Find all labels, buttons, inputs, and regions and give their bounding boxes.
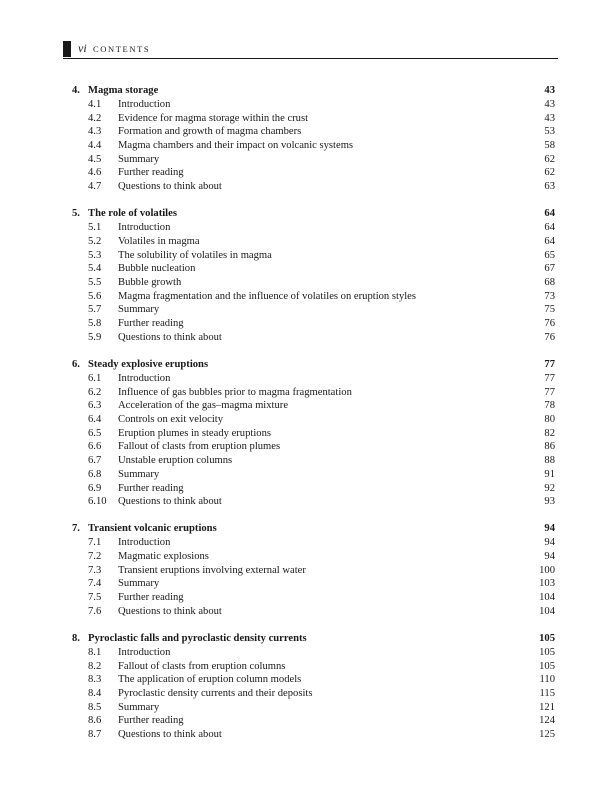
section-page: 75 bbox=[544, 304, 555, 316]
section-entry bbox=[72, 139, 555, 153]
section-page: 100 bbox=[539, 564, 555, 576]
section-title: Bubble growth bbox=[118, 277, 182, 289]
section-number: 6.3 bbox=[88, 400, 102, 412]
section-entry bbox=[72, 605, 555, 619]
section-number: 7.1 bbox=[88, 537, 102, 549]
section-entry bbox=[72, 98, 555, 112]
section-entry bbox=[72, 577, 555, 591]
section-number: 5.9 bbox=[88, 331, 102, 343]
section-title: Magma fragmentation and the influence of volatiles on eruption styles bbox=[118, 290, 417, 302]
section-entry bbox=[72, 687, 555, 701]
section-entry bbox=[72, 303, 555, 317]
chapter-entry bbox=[72, 207, 555, 221]
section-page: 80 bbox=[544, 414, 555, 426]
section-entry bbox=[72, 125, 555, 139]
section-entry bbox=[72, 249, 555, 263]
section-entry bbox=[72, 495, 555, 509]
chapter-block bbox=[72, 84, 555, 194]
section-number: 5.6 bbox=[88, 290, 102, 302]
section-title: Transient eruptions involving external water bbox=[118, 564, 306, 576]
section-entry bbox=[72, 372, 555, 386]
section-number: 8.5 bbox=[88, 701, 102, 713]
section-number: 4.3 bbox=[88, 126, 102, 138]
section-entry bbox=[72, 440, 555, 454]
section-number: 6.9 bbox=[88, 482, 102, 494]
section-number: 4.4 bbox=[88, 140, 102, 152]
section-number: 4.1 bbox=[88, 99, 102, 110]
section-page: 77 bbox=[544, 373, 555, 384]
section-title: Magma chambers and their impact on volcanic systems bbox=[118, 140, 354, 152]
chapter-number: 5. bbox=[72, 208, 80, 220]
section-title: Formation and growth of magma chambers bbox=[118, 126, 302, 138]
chapter-number: 7. bbox=[72, 523, 80, 535]
chapter-block bbox=[72, 632, 555, 742]
section-title: Summary bbox=[118, 578, 160, 590]
section-number: 8.7 bbox=[88, 729, 102, 741]
header-bar-mark bbox=[63, 41, 71, 57]
section-title: Questions to think about bbox=[118, 496, 222, 508]
section-page: 86 bbox=[544, 441, 555, 453]
section-page: 65 bbox=[544, 249, 555, 261]
section-title: Eruption plumes in steady eruptions bbox=[118, 427, 271, 439]
section-title: Summary bbox=[118, 468, 160, 480]
section-number: 8.6 bbox=[88, 715, 102, 727]
section-entry bbox=[72, 331, 555, 345]
header-title: CONTENTS bbox=[93, 44, 151, 54]
section-number: 5.7 bbox=[88, 304, 102, 316]
section-title: Introduction bbox=[118, 373, 171, 384]
section-title: Introduction bbox=[118, 222, 171, 234]
section-title: Acceleration of the gas–magma mixture bbox=[118, 400, 289, 412]
chapter-number: 6. bbox=[72, 359, 80, 370]
section-entry bbox=[72, 112, 555, 126]
section-number: 7.4 bbox=[88, 578, 102, 590]
section-number: 8.3 bbox=[88, 674, 102, 686]
section-title: The solubility of volatiles in magma bbox=[118, 249, 272, 261]
section-page: 82 bbox=[544, 427, 555, 439]
section-entry bbox=[72, 714, 555, 728]
section-number: 6.8 bbox=[88, 468, 102, 480]
section-number: 5.1 bbox=[88, 222, 102, 234]
section-title: Questions to think about bbox=[118, 181, 222, 193]
section-page: 110 bbox=[539, 674, 555, 686]
section-page: 105 bbox=[539, 647, 555, 658]
section-number: 5.3 bbox=[88, 249, 102, 261]
section-title: Questions to think about bbox=[118, 331, 222, 343]
section-entry bbox=[72, 317, 555, 331]
section-number: 5.5 bbox=[88, 277, 102, 289]
chapter-block bbox=[72, 358, 555, 509]
section-title: Evidence for magma storage within the crust bbox=[118, 112, 309, 124]
section-page: 104 bbox=[539, 605, 555, 617]
section-entry bbox=[72, 591, 555, 605]
section-title: Fallout of clasts from eruption columns bbox=[118, 660, 286, 672]
section-entry bbox=[72, 454, 555, 468]
section-page: 43 bbox=[544, 99, 555, 110]
section-title: Introduction bbox=[118, 99, 171, 110]
section-title: Influence of gas bubbles prior to magma fragmentation bbox=[118, 386, 352, 398]
header-page-number: vi bbox=[78, 41, 87, 55]
section-entry bbox=[72, 413, 555, 427]
section-number: 7.5 bbox=[88, 592, 102, 604]
section-number: 7.2 bbox=[88, 551, 102, 563]
chapter-page: 43 bbox=[544, 85, 555, 96]
section-page: 78 bbox=[544, 400, 555, 412]
section-title: Questions to think about bbox=[118, 729, 222, 741]
section-page: 64 bbox=[544, 236, 555, 247]
section-page: 103 bbox=[539, 578, 555, 590]
chapter-page: 105 bbox=[539, 633, 555, 644]
section-number: 4.6 bbox=[88, 167, 102, 179]
section-entry bbox=[72, 399, 555, 413]
section-title: Bubble nucleation bbox=[118, 263, 196, 275]
section-title: Volatiles in magma bbox=[118, 236, 200, 247]
section-page: 77 bbox=[544, 386, 555, 398]
section-title: Fallout of clasts from eruption plumes bbox=[118, 441, 281, 453]
section-number: 8.4 bbox=[88, 688, 102, 700]
section-title: Further reading bbox=[118, 482, 184, 494]
chapter-number: 4. bbox=[72, 85, 80, 96]
section-entry bbox=[72, 564, 555, 578]
section-number: 5.2 bbox=[88, 236, 102, 247]
section-entry bbox=[72, 290, 555, 304]
section-title: Unstable eruption columns bbox=[118, 455, 233, 467]
section-number: 6.2 bbox=[88, 386, 102, 398]
section-title: Summary bbox=[118, 304, 160, 316]
section-number: 4.5 bbox=[88, 153, 102, 165]
section-page: 63 bbox=[544, 181, 555, 193]
section-page: 105 bbox=[539, 660, 555, 672]
section-title: Summary bbox=[118, 701, 160, 713]
section-page: 68 bbox=[544, 277, 555, 289]
chapter-title: Steady explosive eruptions bbox=[88, 359, 209, 370]
section-page: 76 bbox=[544, 318, 555, 330]
section-page: 62 bbox=[544, 153, 555, 165]
chapter-page: 94 bbox=[544, 523, 555, 535]
section-title: Controls on exit velocity bbox=[118, 414, 224, 426]
section-entry bbox=[72, 166, 555, 180]
section-number: 8.2 bbox=[88, 660, 102, 672]
section-entry bbox=[72, 276, 555, 290]
chapter-title: Magma storage bbox=[88, 85, 159, 96]
section-page: 58 bbox=[544, 140, 555, 152]
section-entry bbox=[72, 427, 555, 441]
chapter-page: 64 bbox=[544, 208, 555, 220]
section-title: Further reading bbox=[118, 318, 184, 330]
section-entry bbox=[72, 550, 555, 564]
section-number: 4.7 bbox=[88, 181, 102, 193]
chapter-page: 77 bbox=[544, 359, 555, 370]
section-page: 125 bbox=[539, 729, 555, 741]
section-page: 76 bbox=[544, 331, 555, 343]
section-number: 6.10 bbox=[88, 496, 107, 508]
section-number: 6.1 bbox=[88, 373, 102, 384]
table-of-contents bbox=[72, 84, 555, 755]
section-page: 64 bbox=[544, 222, 555, 234]
chapter-entry bbox=[72, 358, 555, 372]
section-title: Magmatic explosions bbox=[118, 551, 209, 563]
section-number: 5.8 bbox=[88, 318, 102, 330]
section-page: 104 bbox=[539, 592, 555, 604]
section-number: 5.4 bbox=[88, 263, 102, 275]
section-number: 7.6 bbox=[88, 605, 102, 617]
section-number: 7.3 bbox=[88, 564, 102, 576]
section-page: 53 bbox=[544, 126, 555, 138]
section-entry bbox=[72, 180, 555, 194]
section-entry bbox=[72, 262, 555, 276]
section-title: Further reading bbox=[118, 592, 184, 604]
section-title: The application of eruption column models bbox=[118, 674, 302, 686]
section-number: 6.4 bbox=[88, 414, 102, 426]
section-page: 67 bbox=[544, 263, 555, 275]
section-page: 94 bbox=[544, 537, 555, 549]
section-page: 115 bbox=[539, 688, 555, 700]
section-title: Pyroclastic density currents and their deposits bbox=[118, 688, 313, 700]
section-number: 8.1 bbox=[88, 647, 102, 658]
running-header bbox=[63, 40, 558, 59]
section-entry bbox=[72, 482, 555, 496]
chapter-title: Pyroclastic falls and pyroclastic density currents bbox=[88, 633, 307, 644]
section-title: Further reading bbox=[118, 167, 184, 179]
section-title: Summary bbox=[118, 153, 160, 165]
section-title: Further reading bbox=[118, 715, 184, 727]
chapter-title: Transient volcanic eruptions bbox=[88, 523, 217, 535]
chapter-block bbox=[72, 522, 555, 618]
section-entry bbox=[72, 386, 555, 400]
section-entry bbox=[72, 701, 555, 715]
section-page: 91 bbox=[544, 468, 555, 480]
section-number: 4.2 bbox=[88, 112, 102, 124]
section-page: 124 bbox=[539, 715, 555, 727]
section-page: 92 bbox=[544, 482, 555, 494]
chapter-entry bbox=[72, 84, 555, 98]
chapter-entry bbox=[72, 632, 555, 646]
section-page: 43 bbox=[544, 112, 555, 124]
chapter-title: The role of volatiles bbox=[88, 208, 177, 220]
section-entry bbox=[72, 153, 555, 167]
section-entry bbox=[72, 646, 555, 660]
section-title: Questions to think about bbox=[118, 605, 222, 617]
chapter-block bbox=[72, 207, 555, 344]
chapter-entry bbox=[72, 522, 555, 536]
section-page: 73 bbox=[544, 290, 555, 302]
section-number: 6.6 bbox=[88, 441, 102, 453]
section-entry bbox=[72, 536, 555, 550]
section-entry bbox=[72, 235, 555, 249]
section-entry bbox=[72, 673, 555, 687]
chapter-number: 8. bbox=[72, 633, 80, 644]
section-page: 62 bbox=[544, 167, 555, 179]
section-page: 121 bbox=[539, 701, 555, 713]
section-entry bbox=[72, 468, 555, 482]
section-number: 6.5 bbox=[88, 427, 102, 439]
section-page: 94 bbox=[544, 551, 555, 563]
section-entry bbox=[72, 728, 555, 742]
section-entry bbox=[72, 660, 555, 674]
section-number: 6.7 bbox=[88, 455, 102, 467]
section-title: Introduction bbox=[118, 537, 171, 549]
section-title: Introduction bbox=[118, 647, 171, 658]
section-page: 93 bbox=[544, 496, 555, 508]
section-entry bbox=[72, 221, 555, 235]
section-page: 88 bbox=[544, 455, 555, 467]
